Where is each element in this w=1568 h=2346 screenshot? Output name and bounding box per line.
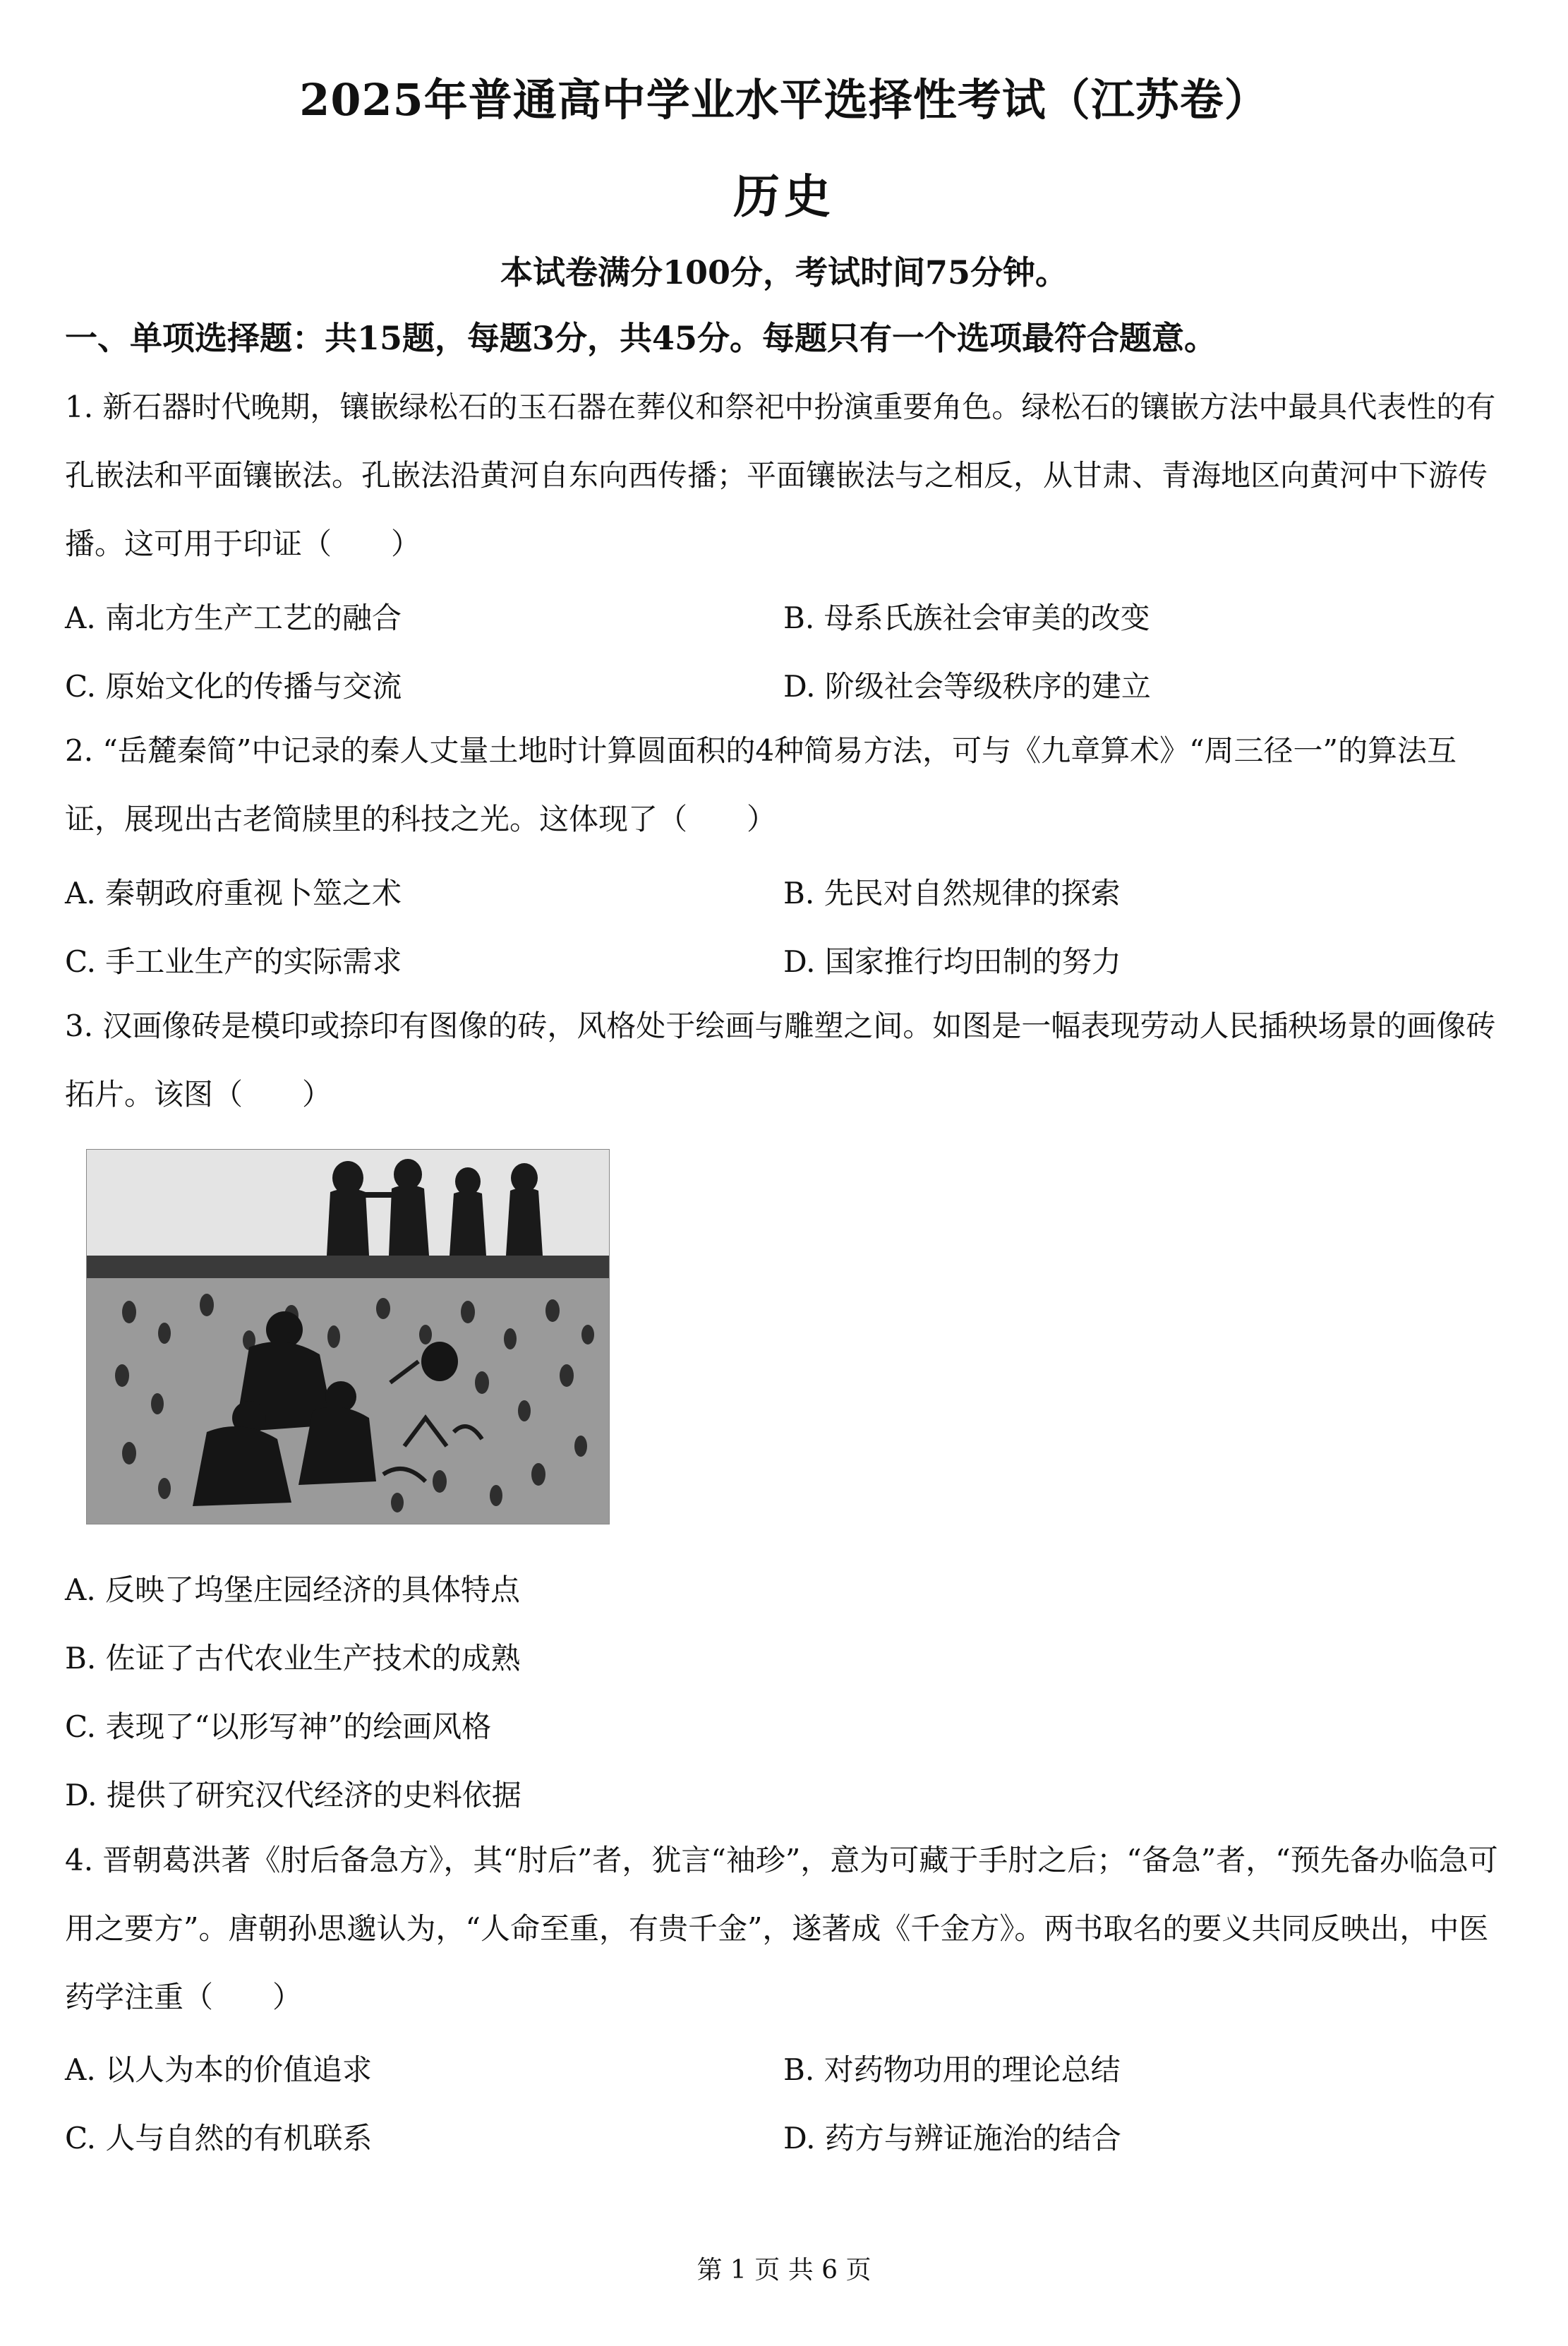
- question-1-option-a[interactable]: A. 南北方生产工艺的融合: [65, 601, 402, 635]
- question-1-option-c[interactable]: C. 原始文化的传播与交流: [65, 669, 402, 704]
- subject-title: 历史: [733, 169, 835, 224]
- exam-info: 本试卷满分100分，考试时间75分钟。: [500, 253, 1068, 291]
- question-2-stem: 2. “岳麓秦简”中记录的秦人丈量土地时计算圆面积的4种简易方法，可与《九章算术》“周三径一”的算法互证，展现出古老简牍里的科技之光。这体现了（ ）: [65, 733, 1457, 836]
- question-2-option-b[interactable]: B. 先民对自然规律的探索: [783, 876, 1121, 910]
- question-4-option-a[interactable]: A. 以人为本的价值追求: [65, 2052, 373, 2087]
- question-3-option-c[interactable]: C. 表现了“以形写神”的绘画风格: [65, 1709, 492, 1744]
- question-4-option-b[interactable]: B. 对药物功用的理论总结: [783, 2052, 1121, 2087]
- question-4-stem: 4. 晋朝葛洪著《肘后备急方》，其“肘后”者，犹言“袖珍”，意为可藏于手肘之后；“备急”者，“预先备办临急可用之要方”。唐朝孙思邈认为，“人命至重，有贵千金”，遂著成《千金方》。两书取名的要义共同反映出，中医药学注重（ ）: [65, 1843, 1498, 2014]
- question-2-option-c[interactable]: C. 手工业生产的实际需求: [65, 944, 402, 979]
- question-4-option-c[interactable]: C. 人与自然的有机联系: [65, 2121, 373, 2155]
- question-2-option-d[interactable]: D. 国家推行均田制的努力: [783, 944, 1121, 979]
- question-3-option-b[interactable]: B. 佐证了古代农业生产技术的成熟: [65, 1641, 521, 1676]
- question-3-option-a[interactable]: A. 反映了坞堡庄园经济的具体特点: [65, 1572, 521, 1607]
- question-1-stem: 1. 新石器时代晚期，镶嵌绿松石的玉石器在葬仪和祭祀中扮演重要角色。绿松石的镶嵌方法中最具代表性的有孔嵌法和平面镶嵌法。孔嵌法沿黄河自东向西传播；平面镶嵌法与之相反，从甘肃、青海地区向黄河中下游传播。这可用于印证（ ）: [65, 390, 1496, 561]
- question-4-option-d[interactable]: D. 药方与辨证施治的结合: [783, 2121, 1121, 2155]
- section-heading: 一、单项选择题：共15题，每题3分，共45分。每题只有一个选项最符合题意。: [65, 319, 1217, 357]
- question-1-option-b[interactable]: B. 母系氏族社会审美的改变: [783, 601, 1150, 635]
- question-3-option-d[interactable]: D. 提供了研究汉代经济的史料依据: [65, 1778, 521, 1812]
- question-2-option-a[interactable]: A. 秦朝政府重视卜筮之术: [65, 876, 402, 910]
- question-1-option-d[interactable]: D. 阶级社会等级秩序的建立: [783, 669, 1151, 704]
- page-number: 第 1 页 共 6 页: [696, 2256, 872, 2285]
- exam-title: 2025年普通高中学业水平选择性考试（江苏卷）: [299, 74, 1269, 126]
- rubbing-image: [86, 1149, 610, 1524]
- question-3-stem: 3. 汉画像砖是模印或捺印有图像的砖，风格处于绘画与雕塑之间。如图是一幅表现劳动人民插秧场景的画像砖拓片。该图（ ）: [65, 1009, 1496, 1112]
